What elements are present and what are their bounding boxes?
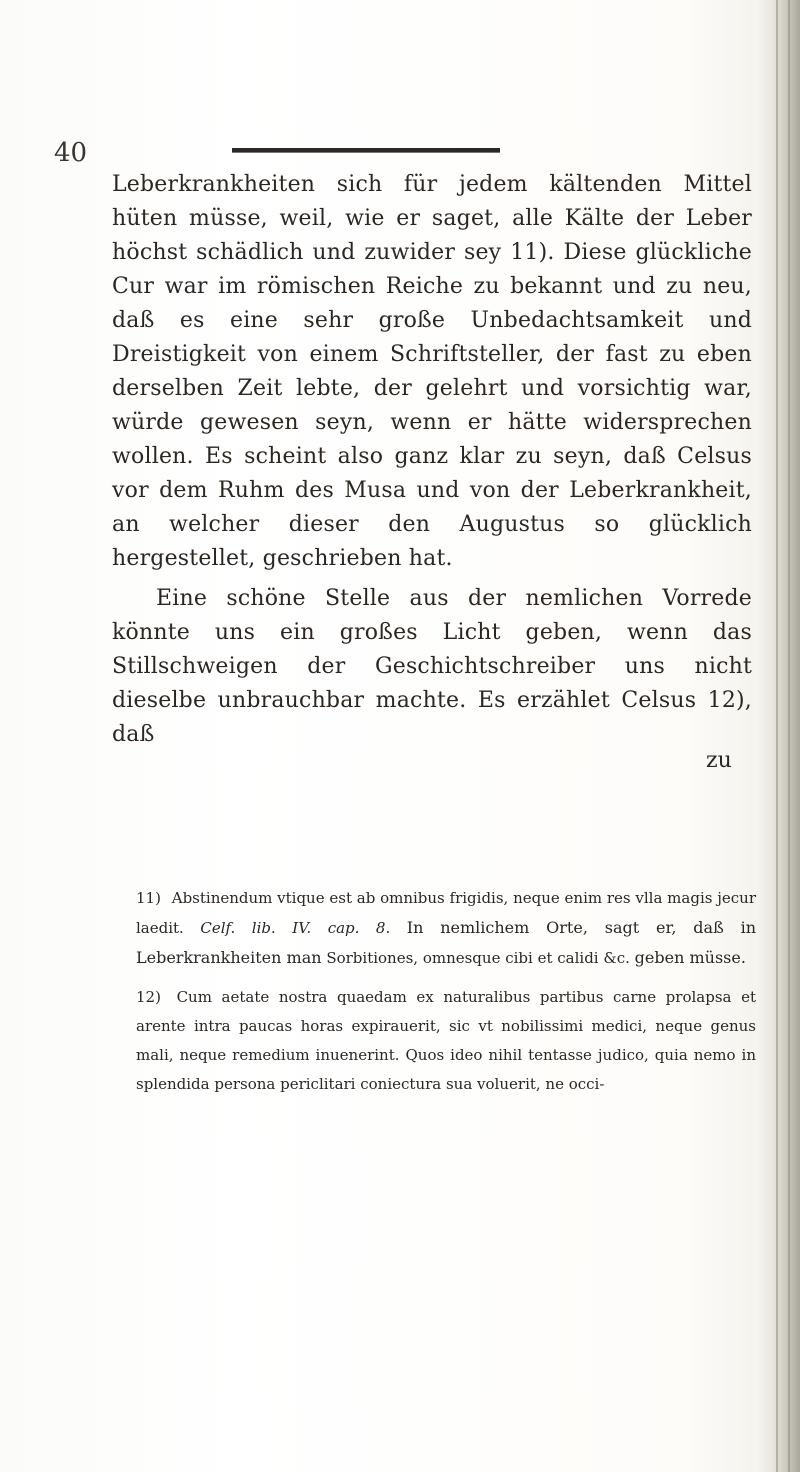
catchword: zu	[706, 748, 732, 773]
footnote-number: 11)	[136, 889, 161, 907]
header-rule	[232, 148, 500, 153]
footnote-latin: Sorbitiones, omnesque cibi et calidi &c.	[326, 949, 630, 967]
footnote-latin: Abstinendum vtique est ab omnibus frigidis, neque enim res vlla magis jecur laedit.	[136, 889, 756, 937]
binding-edge-line	[776, 0, 778, 1472]
footnotes	[136, 884, 756, 1109]
main-text	[112, 168, 752, 752]
page-binding-shadow	[758, 0, 800, 1472]
page-number: 40	[54, 138, 88, 168]
body-paragraph: Eine schöne Stelle aus der nemlichen Vorrede könnte uns ein großes Licht geben, wenn das Stillschweigen der Geschichtschreiber uns nicht dieselbe unbrauchbar machte. Es erzählet Celsus 12), daß	[112, 586, 752, 747]
footnote	[136, 983, 756, 1099]
footnote-german: geben müsse.	[634, 948, 746, 967]
footnote-number: 12)	[136, 988, 161, 1006]
binding-edge-line	[788, 0, 790, 1472]
footnote-german: In nemlichem Orte, sagt er, daß in Leberkrankheiten man	[136, 918, 757, 967]
footnote	[136, 884, 756, 973]
footnote-citation: Celf. lib. IV. cap. 8.	[200, 919, 391, 937]
body-paragraph: Leberkrankheiten sich für jedem kältenden Mittel hüten müsse, weil, wie er saget, alle Kälte der Leber höchst schädlich und zuwider sey 11). Diese glückliche Cur war im römischen Reiche zu bekannt und zu neu, daß es eine sehr große Unbedachtsamkeit und Dreistigkeit von einem Schriftsteller, der fast zu eben derselben Zeit lebte, der gelehrt und vorsichtig war, würde gewesen seyn, wenn er hätte widersprechen wollen. Es scheint also ganz klar zu seyn, daß Celsus vor dem Ruhm des Musa und von der Leberkrankheit, an welcher dieser den Augustus so glücklich hergestellet, geschrieben hat.	[112, 172, 752, 571]
footnote-text: Cum aetate nostra quaedam ex naturalibus partibus carne prolapsa et arente intra paucas horas expirauerit, sic vt nobilissimi medici, neque genus mali, neque remedium inuenerint. Quos ideo nihil tentasse judico, quia nemo in splendida persona periclitari coniectura sua voluerit, ne occi-	[136, 988, 756, 1093]
